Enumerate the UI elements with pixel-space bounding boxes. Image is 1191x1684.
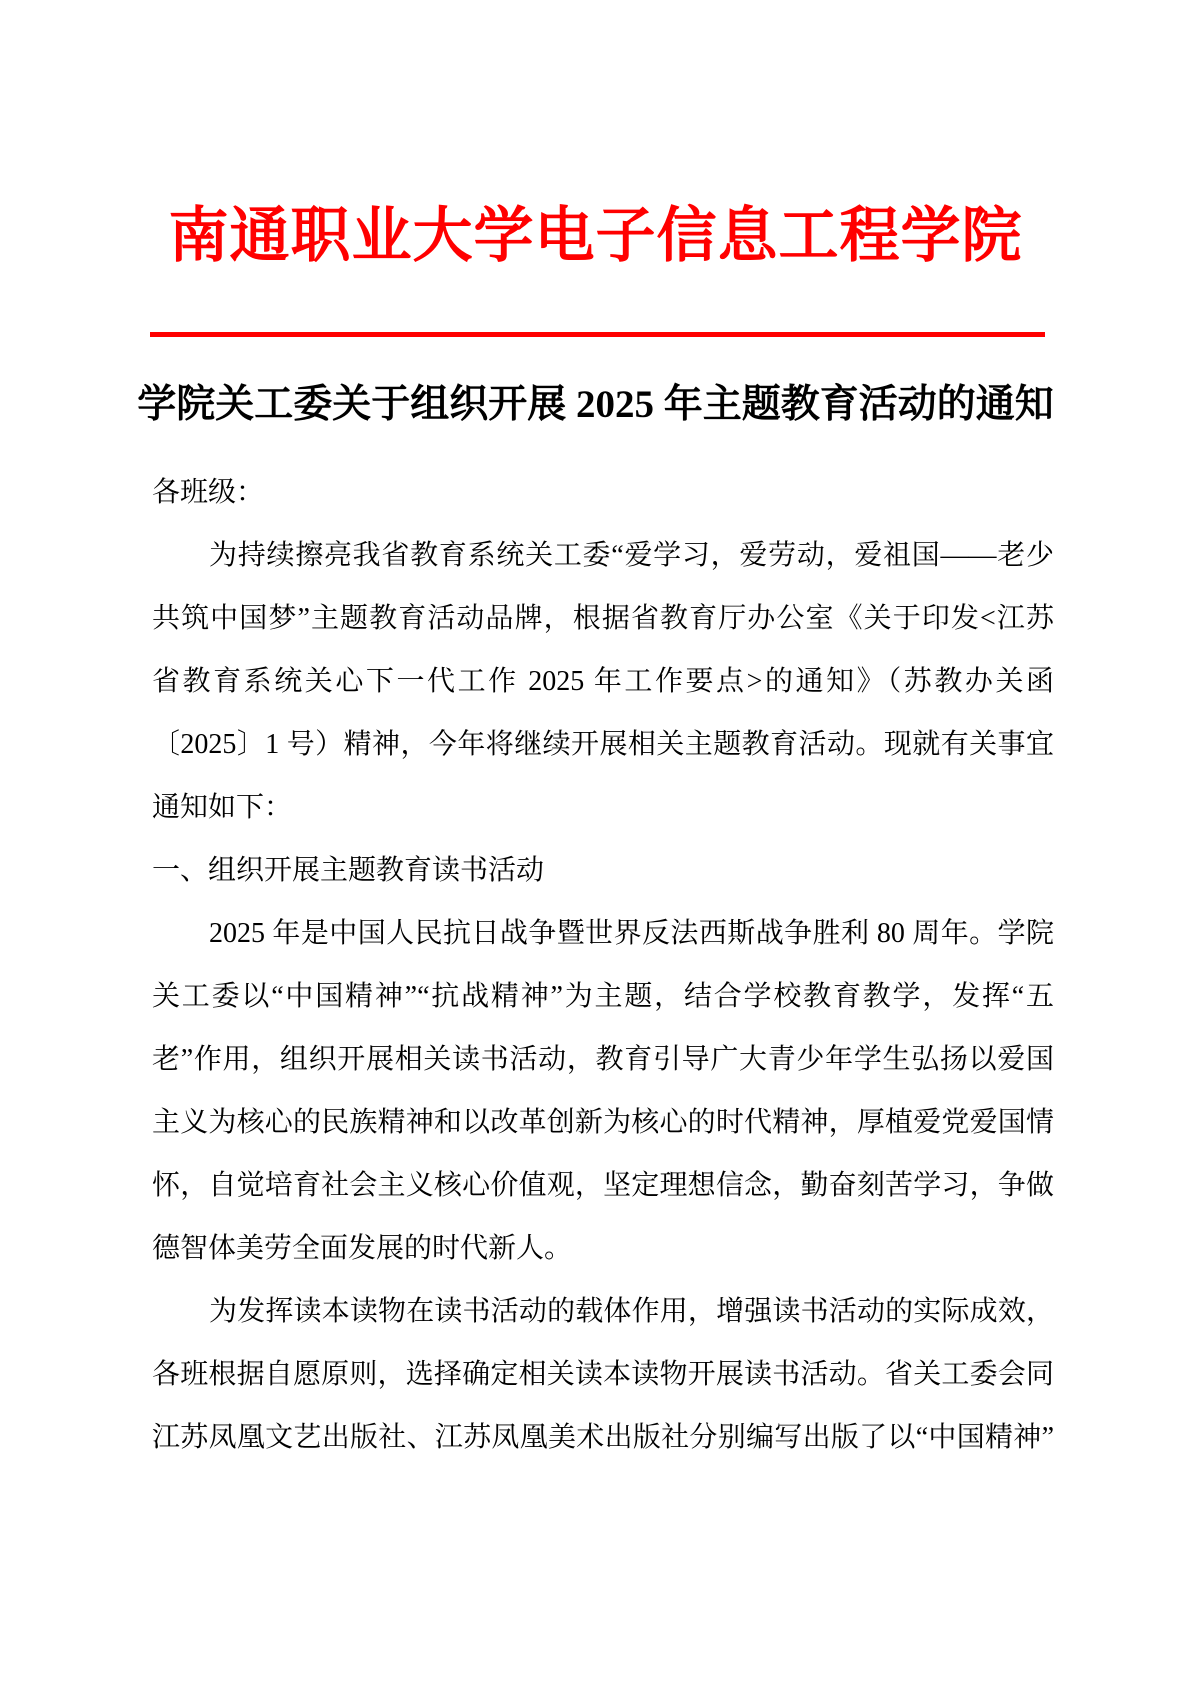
body-line: 一、组织开展主题教育读书活动 — [152, 855, 545, 886]
body-line: 德智体美劳全面发展的时代新人。 — [152, 1233, 573, 1264]
body-line: 关工委以“中国精神”“抗战精神”为主题，结合学校教育教学，发挥“五 — [152, 981, 1054, 1012]
body-line: 主义为核心的民族精神和以改革创新为核心的时代精神，厚植爱党爱国情 — [152, 1107, 1054, 1138]
body-line: 江苏凤凰文艺出版社、江苏凤凰美术出版社分别编写出版了以“中国精神” — [152, 1422, 1054, 1453]
notice-title: 学院关工委关于组织开展 2025 年主题教育活动的通知 — [137, 383, 1054, 426]
body-line: 为发挥读本读物在读书活动的载体作用，增强读书活动的实际成效， — [209, 1296, 1054, 1327]
body-line: 〔2025〕1 号）精神，今年将继续开展相关主题教育活动。现就有关事宜 — [152, 729, 1054, 760]
body-line: 老”作用，组织开展相关读书活动，教育引导广大青少年学生弘扬以爱国 — [152, 1044, 1054, 1075]
body-line: 省教育系统关心下一代工作 2025 年工作要点>的通知》（苏教办关函 — [152, 666, 1054, 697]
body-line: 各班级： — [152, 477, 265, 508]
body-line: 2025 年是中国人民抗日战争暨世界反法西斯战争胜利 80 周年。学院 — [209, 918, 1054, 949]
notice-body — [152, 461, 1054, 1469]
body-line: 怀，自觉培育社会主义核心价值观，坚定理想信念，勤奋刻苦学习，争做 — [152, 1170, 1054, 1201]
body-line: 各班根据自愿原则，选择确定相关读本读物开展读书活动。省关工委会同 — [152, 1359, 1054, 1390]
red-divider-line — [150, 332, 1045, 337]
body-line: 共筑中国梦”主题教育活动品牌，根据省教育厅办公室《关于印发<江苏 — [152, 603, 1054, 634]
body-line: 为持续擦亮我省教育系统关工委“爱学习，爱劳动，爱祖国——老少 — [209, 540, 1054, 571]
letterhead-title: 南通职业大学电子信息工程学院 — [168, 202, 1023, 269]
body-line: 通知如下： — [152, 792, 293, 823]
